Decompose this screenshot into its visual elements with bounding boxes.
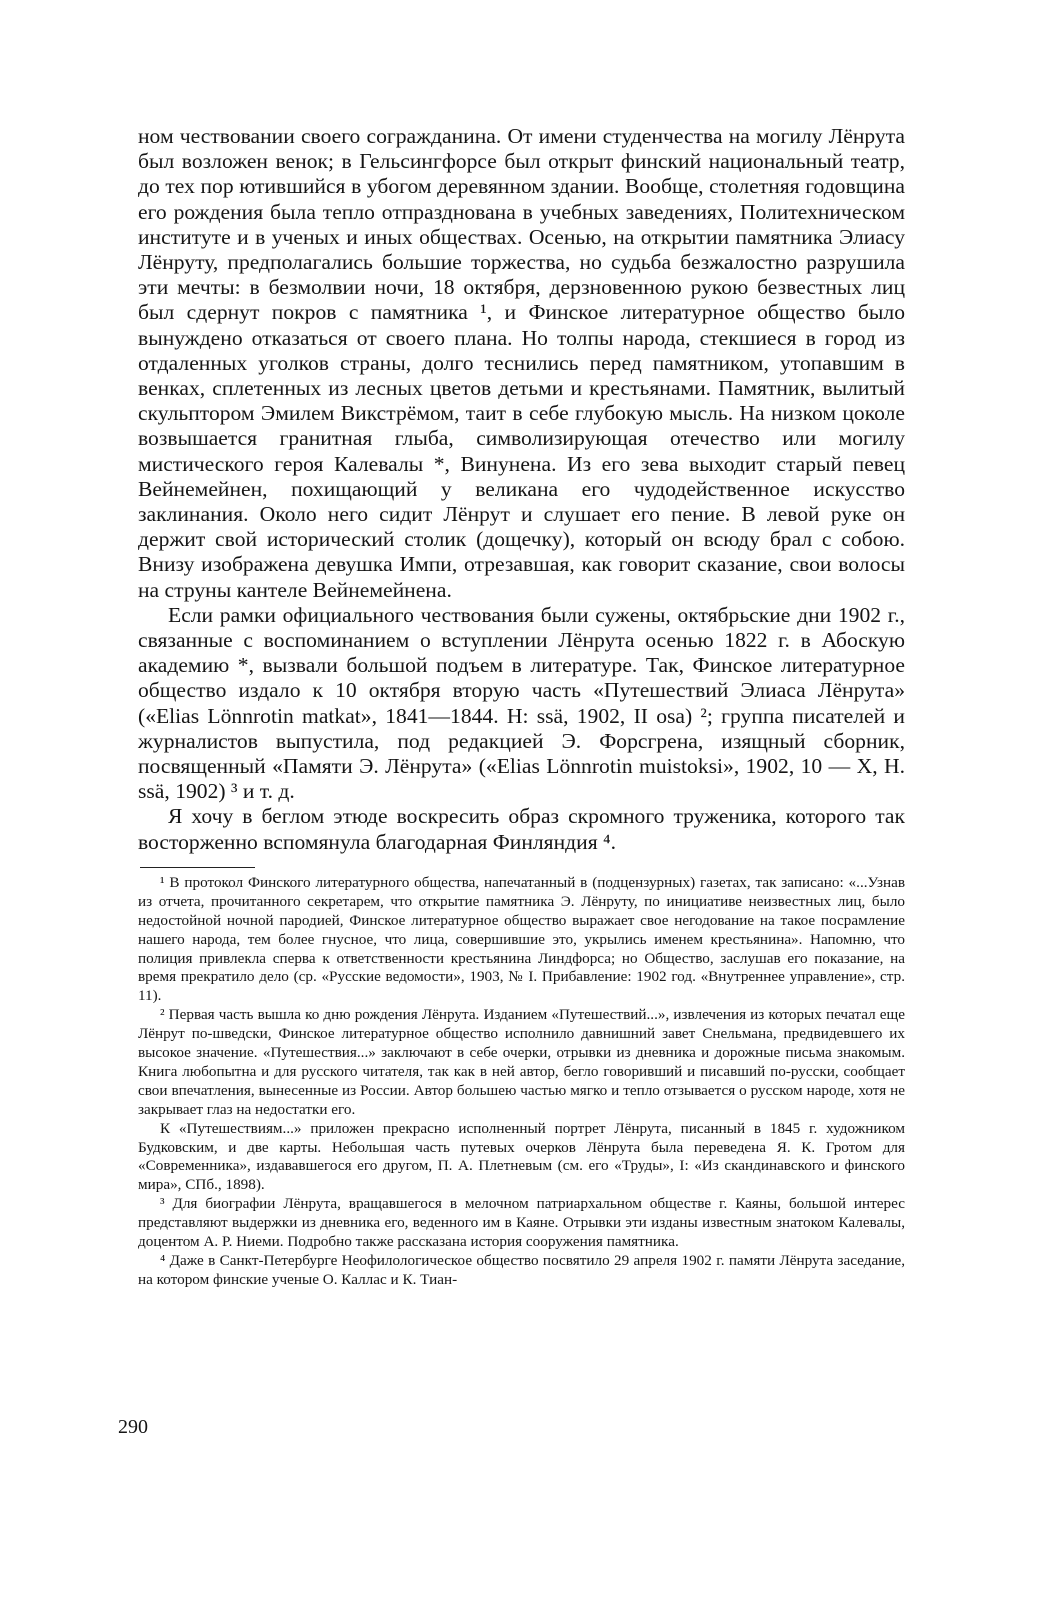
footnote: ¹ В протокол Финского литературного общества, напечатанный в (подцензурных) газетах, так записано: «...Узнав из отчета, прочитанного секретарем, что открытие памятника Э. Лёнруту, по инициативе неизвестных лиц, было недостойной ночной пародией, Финское литературное общество выражает свое негодование на такое посрамление нашего народа, тем более гнусное, что лица, совершившие это, укрылись именем крестьянина». Напомню, что полиция привлекла сперва к ответственности крестьянина Линдфорса; но Общество, заслушав его показание, на время прекратило дело (ср. «Русские ведомости», 1903, № I. Прибавление: 1902 год. «Внутреннее управление», стр. 11). <box>138 873 905 1005</box>
body-paragraph: Я хочу в беглом этюде воскресить образ скромного труженика, которого так восторженно вспомянула благодарная Финляндия ⁴. <box>138 804 905 854</box>
footnote: ³ Для биографии Лёнрута, вращавшегося в мелочном патриархальном обществе г. Каяны, большой интерес представляют выдержки из дневника его, веденного им в Каяне. Отрывки эти изданы известным знатоком Калевалы, доцентом А. Р. Ниеми. Подробно также рассказана история сооружения памятника. <box>138 1195 905 1251</box>
footnote-divider <box>140 867 255 868</box>
page-number: 290 <box>118 1416 148 1438</box>
body-paragraph: ном чествовании своего согражданина. От имени студенчества на могилу Лёнрута был возложен венок; в Гельсингфорсе был открыт финский национальный театр, до тех пор ютившийся в убогом деревянном здании. Вообще, столетняя годовщина его рождения была тепло отпразднована в учебных заведениях, Политехническом институте и в ученых и иных обществах. Осенью, на открытии памятника Элиасу Лёнруту, предполагались большие торжества, но судьба безжалостно разрушила эти мечты: в безмолвии ночи, 18 октября, дерзновенною рукою безвестных лиц был сдернут покров с памятника ¹, и Финское литературное общество было вынуждено отказаться от своего плана. Но толпы народа, стекшиеся в город из отдаленных уголков страны, долго теснились перед памятником, утопавшим в венках, сплетенных из лесных цветов детьми и крестьянами. Памятник, вылитый скульптором Эмилем Викстрёмом, таит в себе глубокую мысль. На низком цоколе возвышается гранитная глыба, символизирующая отечество или могилу мистического героя Калевалы *, Винунена. Из его зева выходит старый певец Вейнемейнен, похищающий у великана его чудодейственное искусство заклинания. Около него сидит Лёнрут и слушает его пение. В левой руке он держит свой исторический столик (дощечку), который он всюду брал с собою. Внизу изображена девушка Импи, отрезавшая, как говорит сказание, свои волосы на струны кантеле Вейнемейнена. <box>138 124 905 602</box>
footnote: ² Первая часть вышла ко дню рождения Лёнрута. Изданием «Путешествий...», извлечения из которых печатал еще Лёнрут по-шведски, Финское литературное общество исполнило давнишний завет Снельмана, предвидевшего их высокое значение. «Путешествия...» заключают в себе очерки, отрывки из дневника и дорожные письма знакомым. Книга любопытна и для русского читателя, так как в ней автор, бегло говоривший и писавший по-русски, сообщает свои впечатления, вынесенные из России. Автор большею частью мягко и тепло отзывается о русском народе, хотя не закрывает глаз на недостатки его. <box>138 1006 905 1118</box>
body-paragraph: Если рамки официального чествования были сужены, октябрьские дни 1902 г., связанные с воспоминанием о вступлении Лёнрута осенью 1822 г. в Абоскую академию *, вызвали большой подъем в литературе. Так, Финское литературное общество издало к 10 октября вторую часть «Путешествий Элиаса Лёнрута» («Elias Lönnrotin matkat», 1841—1844. H: ssä, 1902, II osa) ²; группа писателей и журналистов выпустила, под редакцией Э. Форсгрена, изящный сборник, посвященный «Памяти Э. Лёнрута» («Elias Lönnrotin muistoksi», 1902, 10 — X, H. ssä, 1902) ³ и т. д. <box>138 602 905 804</box>
footnote: ⁴ Даже в Санкт-Петербурге Неофилологическое общество посвятило 29 апреля 1902 г. памяти Лёнрута заседание, на котором финские ученые О. Каллас и К. Тиан- <box>138 1252 905 1288</box>
footnote: К «Путешествиям...» приложен прекрасно исполненный портрет Лёнрута, писанный в 1845 г. художником Будковским, и две карты. Небольшая часть путевых очерков Лёнрута была переведена Я. К. Гротом для «Современника», издававшегося его другом, П. А. Плетневым (см. его «Труды», I: «Из скандинавского и финского мира», СПб., 1898). <box>138 1119 905 1194</box>
page-content <box>138 124 905 1290</box>
